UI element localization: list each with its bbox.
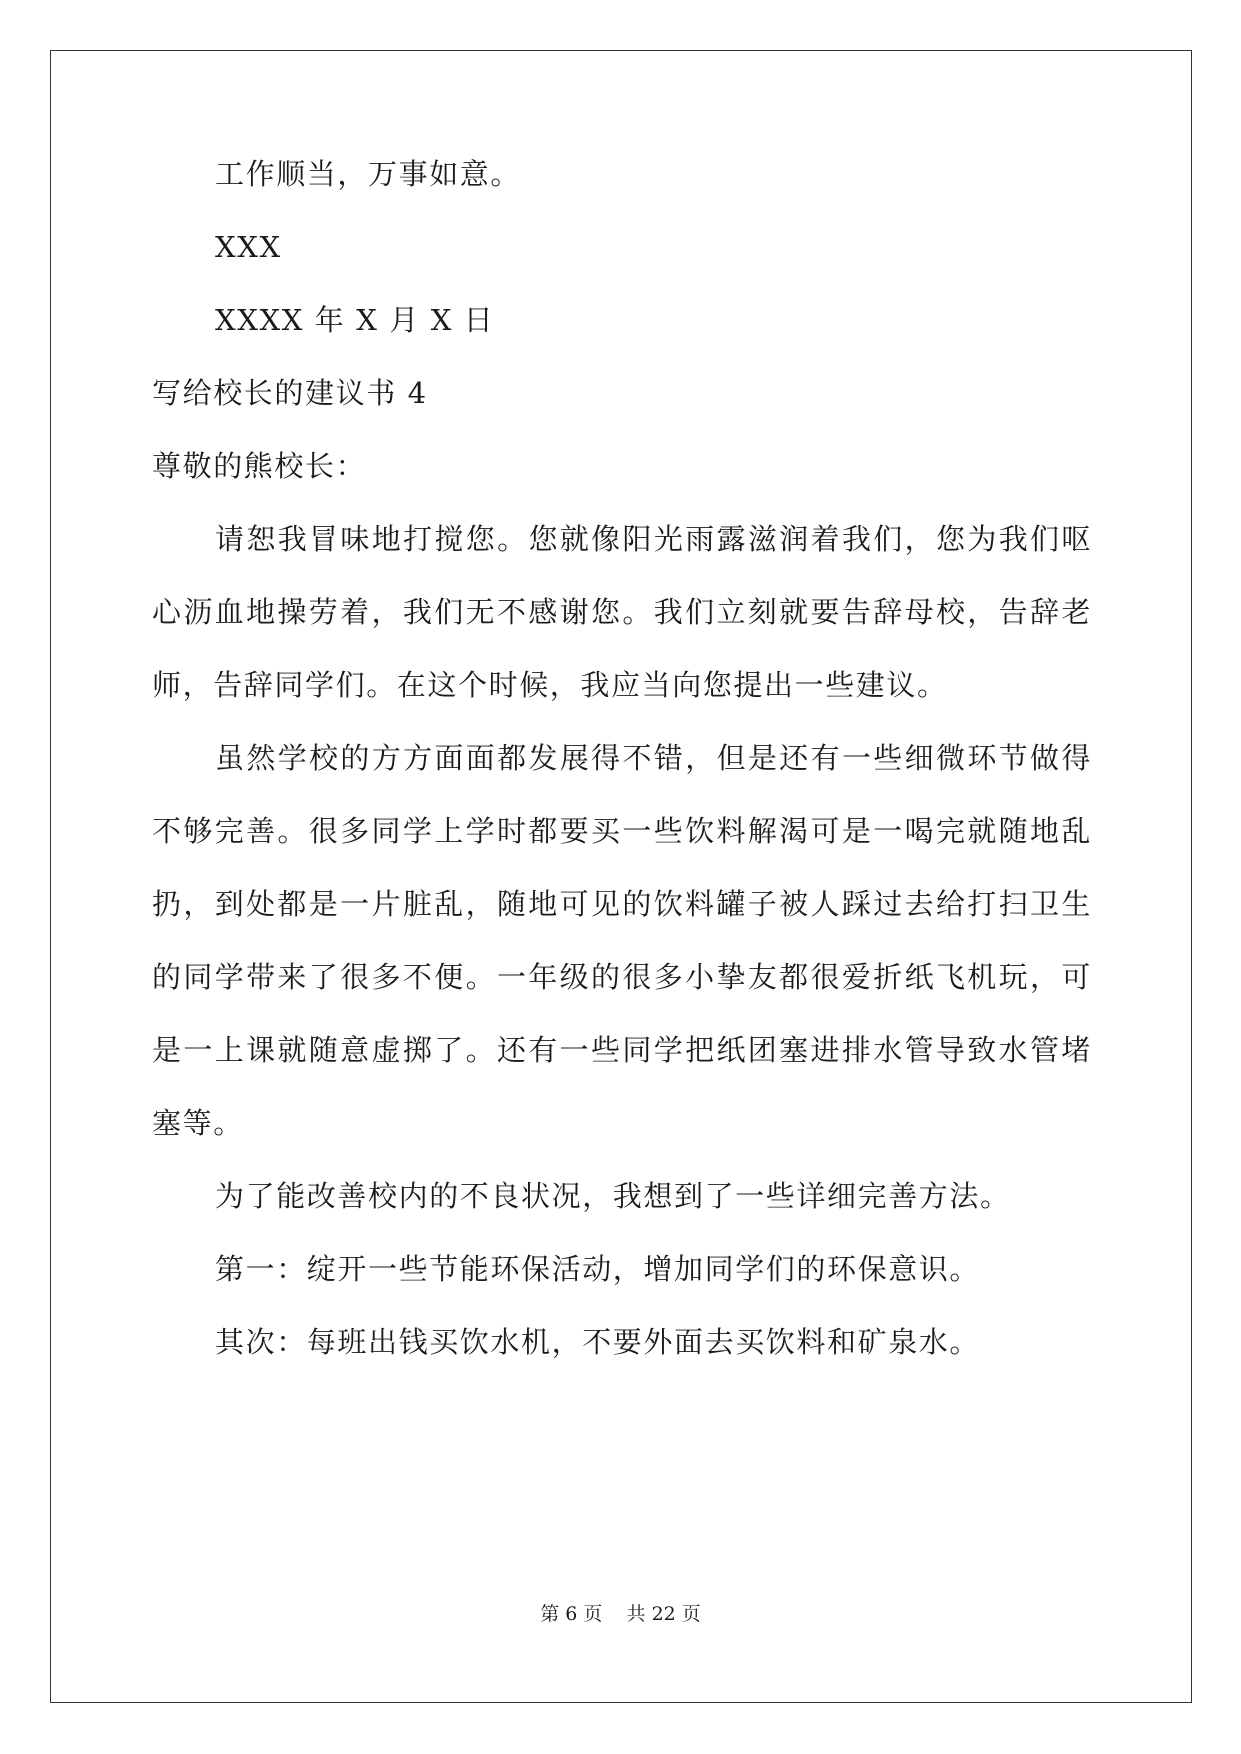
- section-title: 写给校长的建议书 4: [152, 376, 428, 410]
- page-number-footer: 第 6 页 共 22 页: [540, 1603, 701, 1625]
- paragraph-line: 第一：绽开一些节能环保活动，增加同学们的环保意识。: [215, 1252, 981, 1286]
- paragraph-line: 塞等。: [152, 1106, 244, 1140]
- paragraph-line: 其次：每班出钱买饮水机，不要外面去买饮料和矿泉水。: [215, 1325, 981, 1359]
- paragraph-line: 请恕我冒味地打搅您。您就像阳光雨露滋润着我们，您为我们呕: [215, 522, 1092, 556]
- page-border: [50, 50, 1192, 1703]
- salutation: 尊敬的熊校长：: [152, 449, 367, 483]
- paragraph-line: 为了能改善校内的不良状况，我想到了一些详细完善方法。: [215, 1179, 1011, 1213]
- paragraph-line: 心沥血地操劳着，我们无不感谢您。我们立刻就要告辞母校，告辞老: [152, 595, 1092, 629]
- paragraph-line: 是一上课就随意虚掷了。还有一些同学把纸团塞进排水管导致水管堵: [152, 1033, 1092, 1067]
- paragraph-line: 扔，到处都是一片脏乱，随地可见的饮料罐子被人踩过去给打扫卫生: [152, 887, 1092, 921]
- paragraph-line: 虽然学校的方方面面都发展得不错，但是还有一些细微环节做得: [215, 741, 1092, 775]
- paragraph-line: 的同学带来了很多不便。一年级的很多小挚友都很爱折纸飞机玩，可: [152, 960, 1092, 994]
- signature: XXX: [215, 230, 282, 264]
- date-line: XXXX 年 X 月 X 日: [215, 303, 495, 337]
- closing-line: 工作顺当，万事如意。: [215, 157, 522, 191]
- paragraph-line: 师，告辞同学们。在这个时候，我应当向您提出一些建议。: [152, 668, 948, 702]
- paragraph-line: 不够完善。很多同学上学时都要买一些饮料解渴可是一喝完就随地乱: [152, 814, 1092, 848]
